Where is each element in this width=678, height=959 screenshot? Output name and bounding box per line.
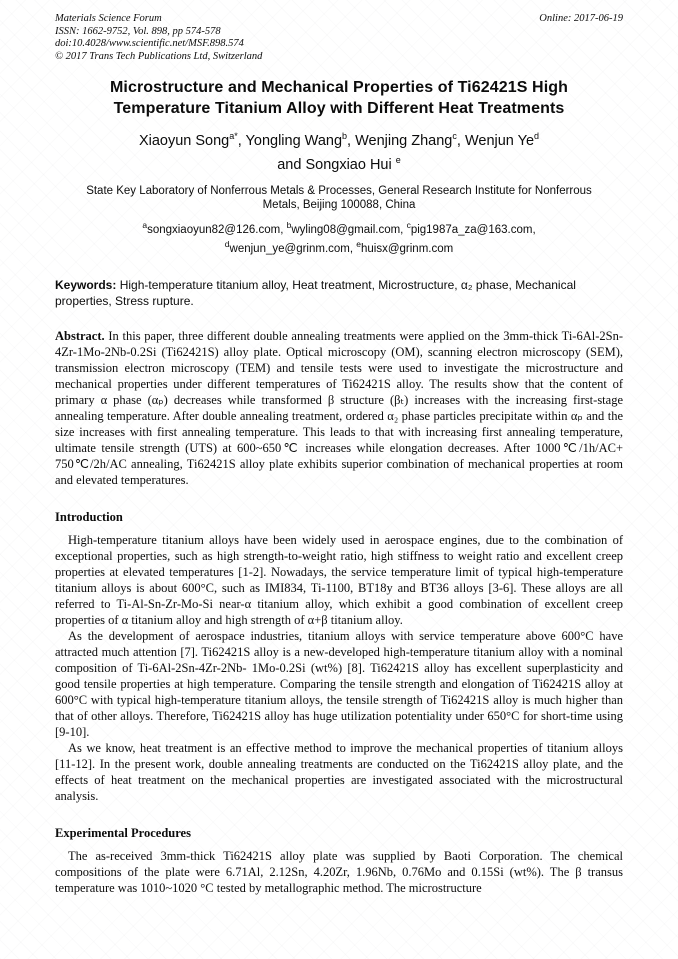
abstract-label: Abstract. [55,329,105,344]
author-affiliation-mark: b [342,131,348,141]
doi-line: doi:10.4028/www.scientific.net/MSF.898.574 [55,38,244,49]
author-name: Yongling Wang [245,132,343,149]
email-address: wyling08@gmail.com, [291,223,407,236]
emails-line-1 [55,218,623,237]
abstract-text: In this paper, three different double annealing treatments were applied on the 3mm-thick Ti-6Al-2Sn-4Zr-1Mo-2Nb-0.2Si (Ti62421S) alloy plate. Optical microscopy (OM), scanning electron microscopy (SEM), transmission electron microscopy (TEM) and tensile tests were used to investigate the microstructure and mechanical properties under different temperatures of Ti62421S alloy. The results show that the content of primary α phase (αₚ) decreases while transformed β structure (βₜ) increases with the increasing first-stage annealing temperature. After double annealing treatment, ordered α₂ phase particles precipitate within αₚ and the size increases with first annealing temperature. This leads to that with increasing first annealing temperature, ultimate tensile strength (UTS) at 600~650℃ increases while elongation decreases. After 1000℃/1h/AC+ 750℃/2h/AC annealing, Ti62421S alloy plate exhibits superior combination of mechanical properties at room and elevated temperatures. [55,329,623,488]
author-name: Wenjing Zhang [355,132,453,149]
journal-name: Materials Science Forum [55,13,162,24]
affiliation [55,184,623,213]
section-introduction [55,509,623,804]
email-mark: c [406,219,411,230]
authors-line-2 [55,151,623,175]
paper-title [55,78,623,119]
keywords-label: Keywords: [55,278,117,293]
author-name: Wenjun Ye [464,132,535,149]
affiliation-line-2: Metals, Beijing 100088, China [262,199,416,212]
author-affiliation-mark: c [452,131,457,141]
paragraph: The as-received 3mm-thick Ti62421S alloy plate was supplied by Baoti Corporation. The chemical compositions of the plate were 6.71Al, 2.12Sn, 4.20Zr, 1.96Nb, 0.76Mo and 0.15Si (wt%). The β transus temperature was 1010~1020 °C tested by metallographic method. The microstructure [55,849,623,896]
author-affiliation-mark: a* [229,131,238,141]
section-experimental-procedures [55,825,623,896]
affiliation-line-1: State Key Laboratory of Nonferrous Metals & Processes, General Research Institute for Nonferrous [86,184,592,197]
emails-line-2 [55,237,623,256]
author-separator: , [347,132,356,149]
online-date: Online: 2017-06-19 [539,13,623,24]
paper-title-line-1: Microstructure and Mechanical Properties of Ti62421S High [110,79,568,96]
author-affiliation-mark: d [534,131,540,141]
authors-block [55,127,623,175]
email-mark: e [356,238,361,249]
paragraph: As we know, heat treatment is an effective method to improve the mechanical properties of titanium alloys [11-12]. In the present work, double annealing treatments are conducted on the Ti62421S alloy plate, and the effects of heat treatment on the mechanical properties are investigated associated with the microstructural analysis. [55,741,623,804]
journal-header [55,13,623,63]
email-address: pig1987a_za@163.com, [410,223,536,236]
email-mark: b [286,219,292,230]
paragraph: As the development of aerospace industries, titanium alloys with service temperature above 600°C have attracted much attention [7]. Ti62421S alloy is a new-developed high-temperature titanium alloy with a nominal composition of Ti-6Al-2Sn-4Zr-2Nb- 1Mo-0.2Si (wt%) [8]. Ti62421S alloy has excellent superplasticity and good tensile properties at high temperature. Comparing the tensile strength and elongation of Ti62421S alloy at 600°C with typical high-temperature titanium alloys, the tensile strength of Ti62421S alloy is much higher than that of other alloys. Therefore, Ti62421S alloy has huge utilization potentiality under 650°C for short-time using [9-10]. [55,629,623,740]
email-mark: a [142,219,148,230]
email-address: huisx@grinm.com [361,242,454,255]
authors-line-1 [55,127,623,151]
abstract-block [55,328,623,488]
author-emails [55,218,623,257]
author-name: and Songxiao Hui [277,156,396,173]
email-address: songxiaoyun82@126.com, [147,223,287,236]
author-separator: , [456,132,465,149]
copyright-line: © 2017 Trans Tech Publications Ltd, Switzerland [55,50,263,62]
keywords-text: High-temperature titanium alloy, Heat treatment, Microstructure, α₂ phase, Mechanical properties, Stress rupture. [55,278,576,309]
paragraph: High-temperature titanium alloys have been widely used in aerospace engines, due to the combination of exceptional properties, such as high strength-to-weight ratio, high stiffness to weight ratio and excellent creep properties at elevated temperatures [1-2]. Nowadays, the service temperature limit of typical high-temperature titanium alloys is about 600°C, such as IMI834, Ti-1100, BT18y and BT36 alloys [3-6]. These alloys are all referred to Ti-Al-Sn-Zr-Mo-Si near-α titanium alloy, which exhibit a good combination of excellent creep properties of α titanium alloy and high strength of α+β titanium alloy. [55,533,623,628]
author-separator: , [237,132,246,149]
email-mark: d [224,238,230,249]
keywords-block [55,277,623,309]
section-heading-experimental-procedures: Experimental Procedures [55,826,191,841]
paper-title-line-2: Temperature Titanium Alloy with Different Heat Treatments [113,99,565,117]
author-affiliation-mark: e [395,154,401,165]
author-name: Xiaoyun Song [138,132,230,149]
journal-meta [55,13,262,63]
email-address: wenjun_ye@grinm.com, [229,242,357,255]
issn-line: ISSN: 1662-9752, Vol. 898, pp 574-578 [55,25,221,37]
section-heading-introduction: Introduction [55,510,123,525]
